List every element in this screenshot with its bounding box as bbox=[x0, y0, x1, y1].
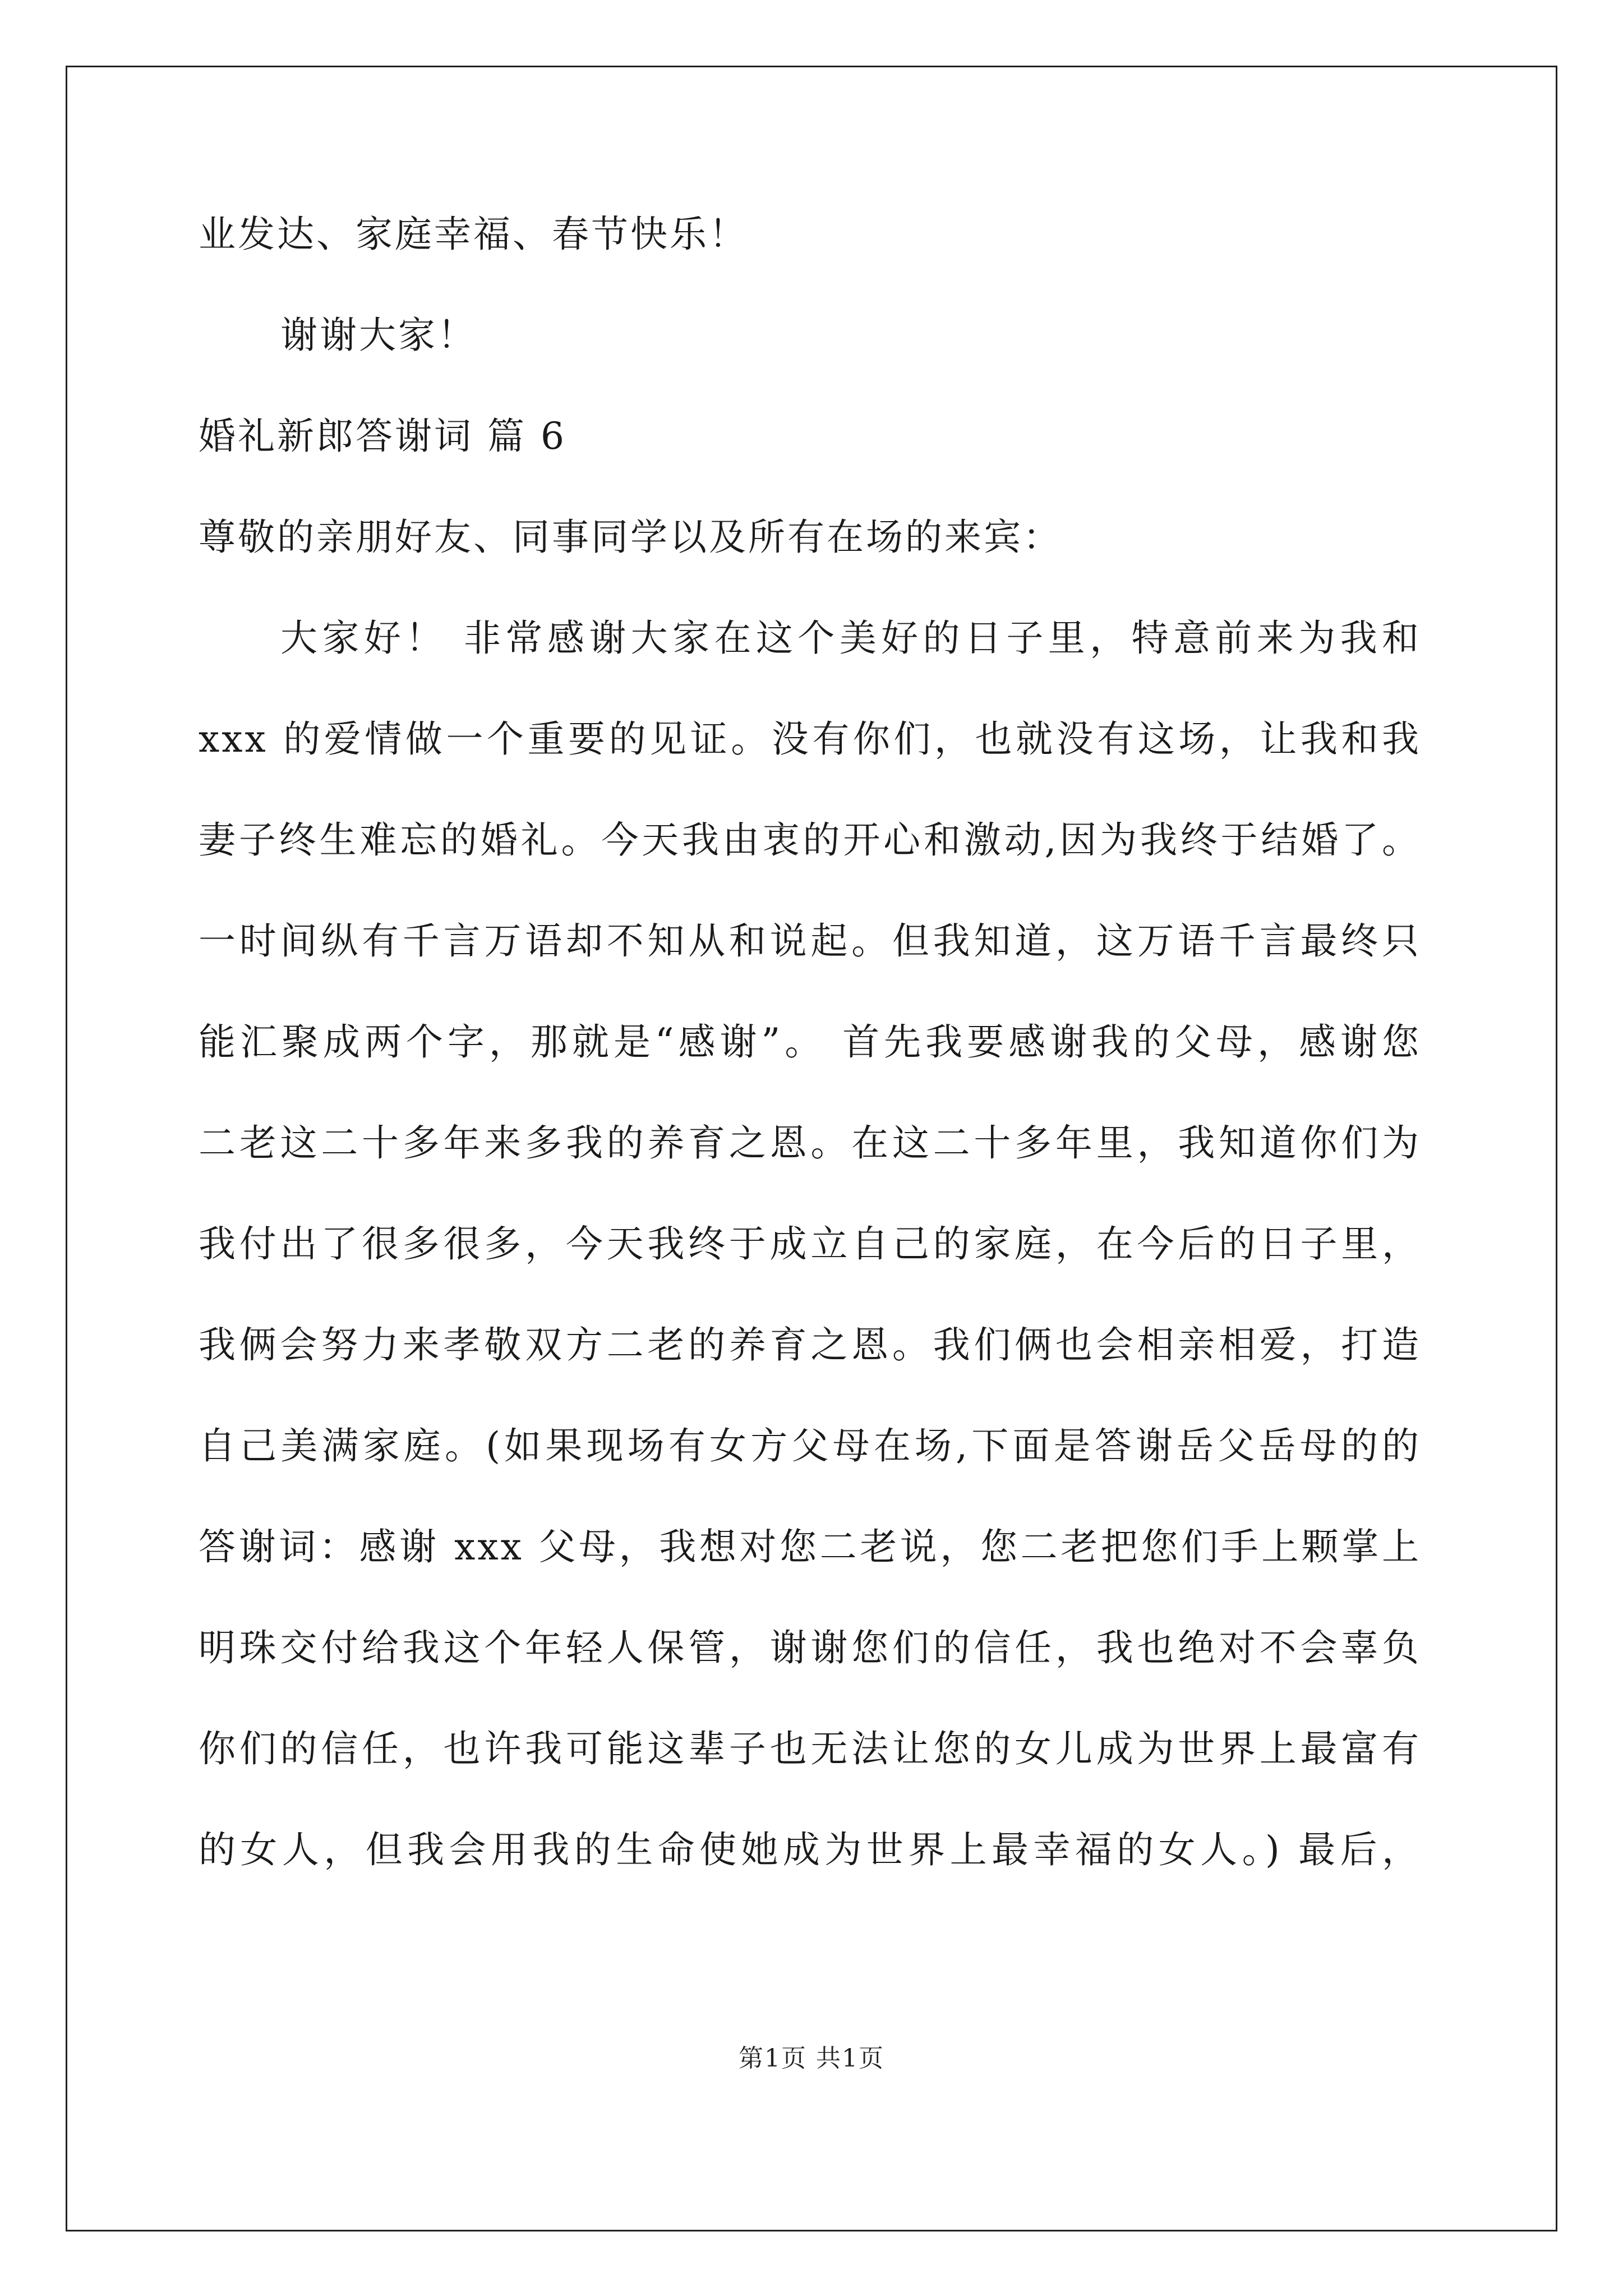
text-line: 答谢词：感谢 xxx 父母，我想对您二老说，您二老把您们手上颗掌上 bbox=[199, 1525, 1421, 1568]
salutation: 尊敬的亲朋好友、同事同学以及所有在场的来宾： bbox=[199, 516, 1062, 559]
text-line: 你们的信任，也许我可能这辈子也无法让您的女儿成为世界上最富有 bbox=[199, 1727, 1421, 1770]
text-line: 一时间纵有千言万语却不知从和说起。但我知道，这万语千言最终只 bbox=[199, 919, 1421, 963]
text-line: 业发达、家庭幸福、春节快乐！ bbox=[199, 213, 748, 256]
page-footer: 第1页 共1页 bbox=[739, 2044, 884, 2073]
text-line: xxx 的爱情做一个重要的见证。没有你们，也就没有这场，让我和我 bbox=[199, 717, 1421, 761]
document-body bbox=[199, 208, 1421, 1924]
section-heading: 婚礼新郎答谢词 篇 6 bbox=[199, 415, 566, 458]
text-line: 的女人，但我会用我的生命使她成为世界上最幸福的女人。) 最后， bbox=[199, 1828, 1421, 1871]
text-line: 自己美满家庭。(如果现场有女方父母在场,下面是答谢岳父岳母的的 bbox=[199, 1424, 1421, 1467]
text-line: 我俩会努力来孝敬双方二老的养育之恩。我们俩也会相亲相爱，打造 bbox=[199, 1323, 1421, 1366]
text-line: 明珠交付给我这个年轻人保管，谢谢您们的信任，我也绝对不会辜负 bbox=[199, 1626, 1421, 1669]
text-line: 二老这二十多年来多我的养育之恩。在这二十多年里，我知道你们为 bbox=[199, 1121, 1421, 1165]
text-line: 我付出了很多很多，今天我终于成立自己的家庭，在今后的日子里， bbox=[199, 1222, 1421, 1266]
text-line: 妻子终生难忘的婚礼。今天我由衷的开心和激动,因为我终于结婚了。 bbox=[199, 818, 1421, 862]
text-line: 谢谢大家！ bbox=[280, 314, 477, 357]
text-line: 能汇聚成两个字，那就是“感谢”。 首先我要感谢我的父母，感谢您 bbox=[199, 1020, 1421, 1064]
text-line: 大家好！ 非常感谢大家在这个美好的日子里，特意前来为我和 bbox=[280, 616, 1421, 660]
